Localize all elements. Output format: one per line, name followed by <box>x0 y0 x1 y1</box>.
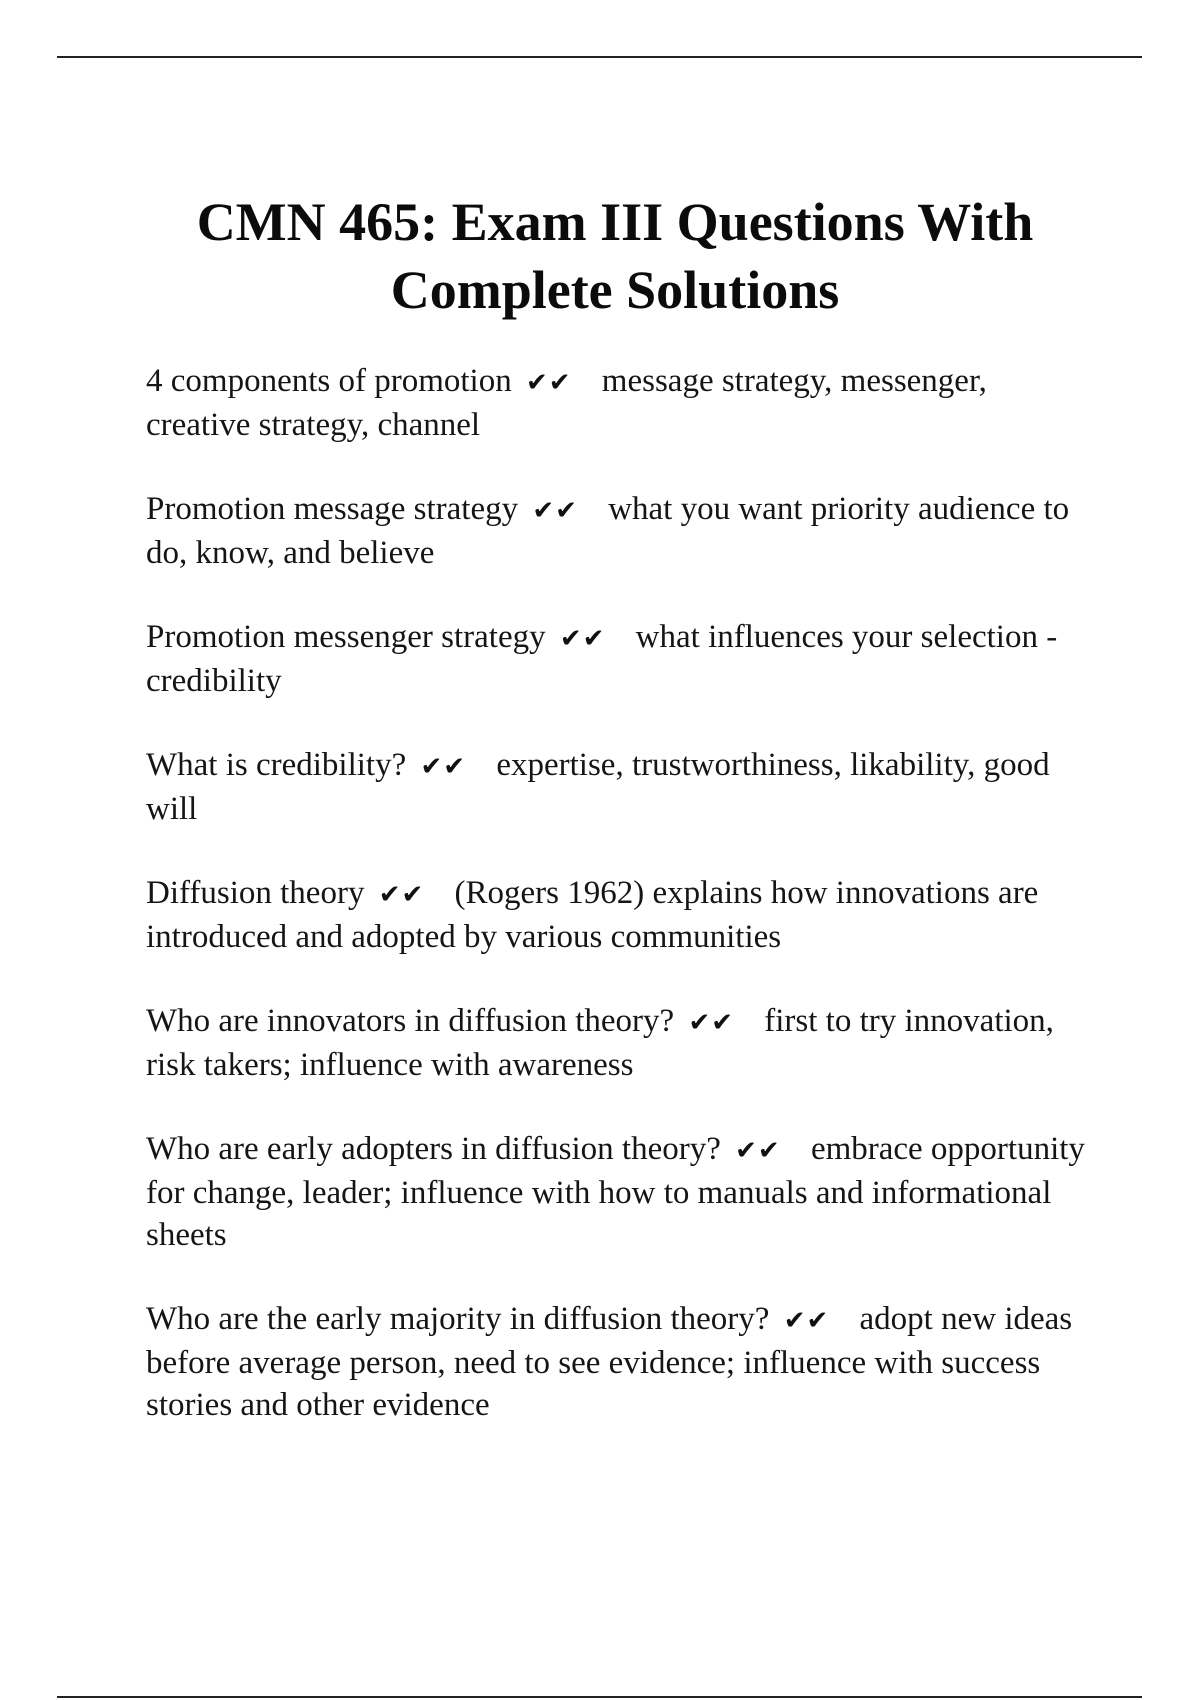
qa-item <box>146 1000 1086 1086</box>
qa-item <box>146 1298 1086 1426</box>
double-check-icon: ✔✔ <box>378 880 425 910</box>
double-check-icon: ✔✔ <box>783 1306 830 1336</box>
double-check-icon: ✔✔ <box>688 1008 735 1038</box>
question-text: Who are early adopters in diffusion theory? <box>146 1131 721 1167</box>
question-text: Who are the early majority in diffusion theory? <box>146 1301 770 1337</box>
question-text: Diffusion theory <box>146 875 365 911</box>
qa-item <box>146 1128 1086 1256</box>
question-text: 4 components of promotion <box>146 363 512 399</box>
question-text: Promotion messenger strategy <box>146 619 546 655</box>
answer-text: (Rogers 1962) explains how innovations are introduced and adopted by various communities <box>146 875 1039 955</box>
qa-list <box>146 360 1086 1468</box>
double-check-icon: ✔✔ <box>532 496 578 526</box>
question-text: Promotion message strategy <box>146 491 519 527</box>
double-check-icon: ✔✔ <box>420 752 467 782</box>
answer-text: what influences your selection - credibility <box>146 619 1058 699</box>
qa-item <box>146 872 1086 958</box>
qa-item <box>146 744 1086 830</box>
answer-text: embrace opportunity for change, leader; influence with how to manuals and informational sheets <box>146 1131 1085 1253</box>
question-text: Who are innovators in diffusion theory? <box>146 1003 675 1039</box>
question-text: What is credibility? <box>146 747 407 783</box>
top-rule <box>57 56 1142 58</box>
answer-text: message strategy, messenger, creative strategy, channel <box>146 363 987 443</box>
answer-text: what you want priority audience to do, know, and believe <box>146 491 1070 571</box>
double-check-icon: ✔✔ <box>735 1136 781 1166</box>
qa-item <box>146 360 1086 446</box>
double-check-icon: ✔✔ <box>559 624 606 654</box>
qa-item <box>146 616 1086 702</box>
answer-text: expertise, trustworthiness, likability, good will <box>146 747 1050 827</box>
page-title: CMN 465: Exam III Questions With Complete Solutions <box>196 192 1034 320</box>
answer-text: adopt new ideas before average person, need to see evidence; influence with success stories and other evidence <box>146 1301 1073 1423</box>
qa-item <box>146 488 1086 574</box>
bottom-rule <box>57 1696 1142 1698</box>
answer-text: first to try innovation, risk takers; influence with awareness <box>146 1003 1054 1083</box>
double-check-icon: ✔✔ <box>525 368 572 398</box>
